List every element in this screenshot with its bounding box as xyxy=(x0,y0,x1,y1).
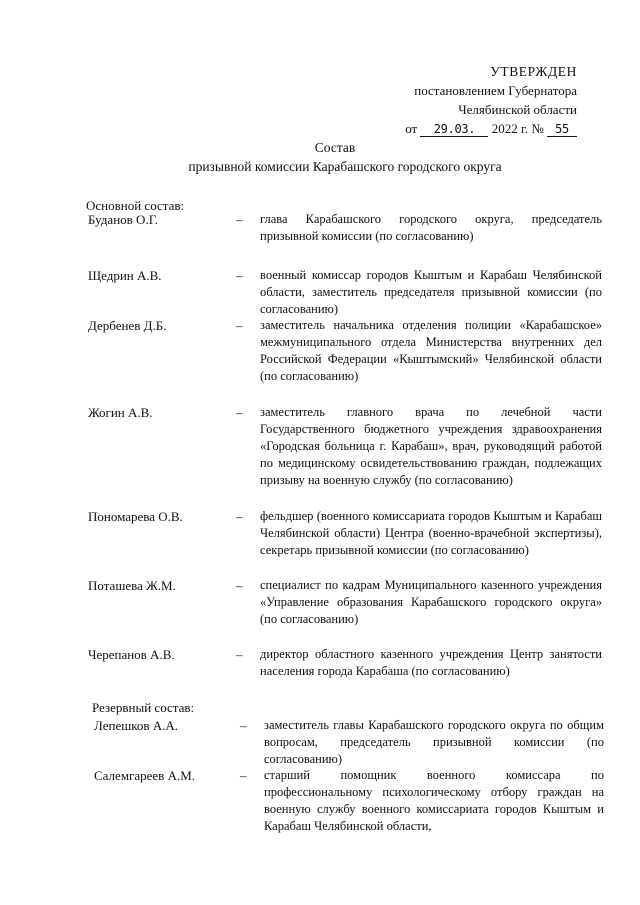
approval-date-prefix: от xyxy=(405,121,418,136)
member-name: Лепешков А.А. xyxy=(94,718,179,733)
member-dash: – xyxy=(240,718,247,733)
approval-date: 29.03. xyxy=(420,122,488,137)
member-description: заместитель главного врача по лечебной части Государственного бюджетного учреждения здравоохранения «Городская больница г. Карабаш», врач, руководящий работой по медицинскому освидетельствованию граждан, подлежащих призыву на военную службу (по согласованию) xyxy=(260,405,602,487)
title-line-2: призывной комиссии Карабашского городского округа xyxy=(188,159,502,174)
member-dash: – xyxy=(236,405,243,420)
member-name: Щедрин А.В. xyxy=(88,268,162,283)
member-dash: – xyxy=(236,578,243,593)
main-section-label: Основной состав: xyxy=(86,198,185,213)
member-dash: – xyxy=(236,647,243,662)
reserve-section-label: Резервный состав: xyxy=(92,700,195,715)
member-name: Черепанов А.В. xyxy=(88,647,175,662)
approval-line-1: постановлением Губернатора xyxy=(414,83,577,98)
member-description: специалист по кадрам Муниципального казенного учреждения «Управление образования Карабашского городского округа» (по согласованию) xyxy=(260,578,602,626)
member-name: Пономарева О.В. xyxy=(88,509,183,524)
member-dash: – xyxy=(236,268,243,283)
member-dash: – xyxy=(236,318,243,333)
approval-stamp: УТВЕРЖДЕН xyxy=(490,64,577,79)
approval-year: 2022 г. № xyxy=(491,121,544,136)
member-description: заместитель начальника отделения полиции «Карабашское» межмуниципального отдела Министерства внутренних дел Российской Федерации «Кыштымский» Челябинской области (по согласованию) xyxy=(260,318,602,383)
title-line-1: Состав xyxy=(314,140,356,155)
member-dash: – xyxy=(236,212,243,227)
member-description: военный комиссар городов Кыштым и Карабаш Челябинской области, заместитель председателя призывной комиссии (по согласованию) xyxy=(260,268,602,316)
member-dash: – xyxy=(240,768,247,783)
member-name: Жогин А.В. xyxy=(88,405,153,420)
member-description: глава Карабашского городского округа, председатель призывной комиссии (по согласованию) xyxy=(260,212,602,243)
member-name: Поташева Ж.М. xyxy=(88,578,176,593)
member-dash: – xyxy=(236,509,243,524)
approval-line-2: Челябинской области xyxy=(458,102,577,117)
member-name: Дербенев Д.Б. xyxy=(88,318,167,333)
approval-block xyxy=(337,62,577,138)
approval-number: 55 xyxy=(547,122,577,137)
member-name: Буданов О.Г. xyxy=(88,212,158,227)
document-title xyxy=(0,138,640,176)
member-name: Салемгареев А.М. xyxy=(94,768,196,783)
member-description: заместитель главы Карабашского городского округа по общим вопросам, председатель призывной комиссии (по согласованию) xyxy=(264,718,604,766)
member-description: директор областного казенного учреждения Центр занятости населения города Карабаша (по согласованию) xyxy=(260,647,602,678)
approval-date-line xyxy=(337,119,577,138)
member-description: фельдшер (военного комиссариата городов Кыштым и Карабаш Челябинской области) Центра (военно-врачебной экспертизы), секретарь призывной комиссии (по согласованию) xyxy=(260,509,602,557)
member-description: старший помощник военного комиссара по профессиональному психологическому отбору граждан на военную службу военного комиссариата городов Кыштым и Карабаш Челябинской области, xyxy=(264,768,604,833)
